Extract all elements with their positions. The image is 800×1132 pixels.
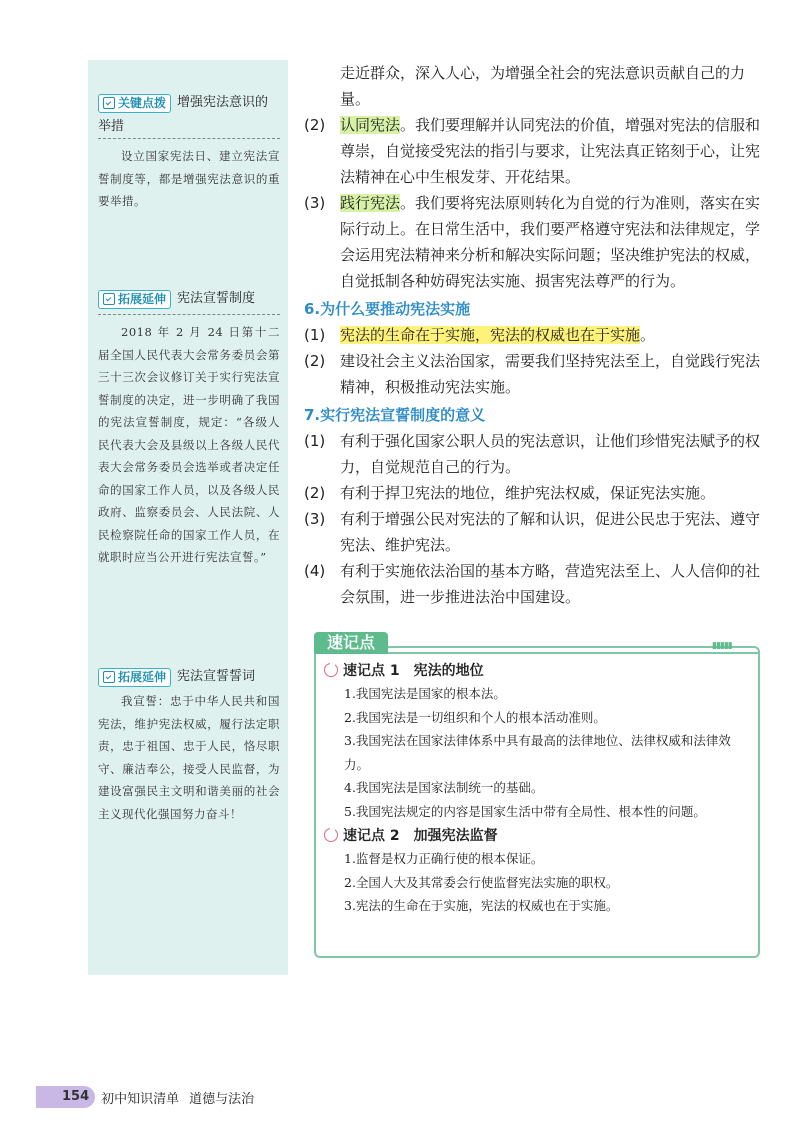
decorative-dots: ▮▮▮▮▮ (712, 641, 732, 651)
key-tip-tag: 关键点拨 (98, 94, 171, 113)
extension-tag: 拓展延伸 (98, 290, 171, 309)
key-tip-title-cont: 举措 (98, 119, 125, 134)
section-heading: 6.为什么要推动宪法实施 (304, 300, 471, 318)
extension-body: 我宣誓：忠于中华人民共和国宪法，维护宪法权威，履行法定职责，忠于祖国、忠于人民，恪尽职守、廉洁奉公，接受人民监督，为建设富强民主文明和谐美丽的社会主义现代化强国努力奋斗！ (98, 694, 280, 821)
quick-memory-rule (388, 652, 758, 654)
check-icon (103, 97, 115, 109)
quick-point-item: 3.宪法的生命在于实施，宪法的权威也在于实施。 (344, 898, 619, 913)
quick-point-item: 5.我国宪法规定的内容是国家生活中带有全局性、根本性的问题。 (344, 803, 706, 819)
intro-text: 走近群众，深入人心，为增强全社会的宪法意识贡献自己的力量。 (340, 64, 746, 108)
page-footer (36, 1086, 254, 1108)
quick-point-item: 2.我国宪法是一切组织和个人的根本活动准则。 (344, 709, 606, 725)
memo-icon (324, 663, 338, 677)
quick-memory-content (314, 658, 756, 918)
extension-tag: 拓展延伸 (98, 668, 171, 687)
page-number: 154 (36, 1086, 95, 1108)
extension-title: 宪法宣誓制度 (177, 291, 256, 306)
quick-point-item: 1.监督是权力正确行使的根本保证。 (344, 851, 544, 866)
list-item: (4) 有利于实施依法治国的基本方略，营造宪法至上、人人信仰的社会氛围，进一步推进法治中国建设。 (304, 562, 761, 606)
main-content (304, 60, 764, 610)
subject-title: 道德与法治 (189, 1091, 255, 1107)
quick-memory-tab: 速记点 (314, 632, 388, 654)
extension-box-oath-system (98, 288, 280, 569)
quick-point-heading: 速记点 2 加强宪法监督 (314, 823, 756, 847)
key-tip-title: 增强宪法意识的 (177, 95, 269, 110)
book-title: 初中知识清单 (101, 1091, 180, 1107)
extension-body: 2018 年 2 月 24 日第十二届全国人民代表大会常务委员会第三十三次会议修订关于实行宪法宣誓制度的决定，进一步明确了我国的宪法宣誓制度，规定：“各级人民代表大会及县级以上各级人民代表大会常务委员会选举或者决定任命的国家工作人员，以及各级人民政府、监察委员会、人民法院、人民检察院任命的国家工作人员，在就职时应当公开进行宪法宣誓。” (98, 325, 280, 564)
memo-icon (324, 828, 338, 842)
quick-point-item: 2.全国人大及其常委会行使监督宪法实施的职权。 (344, 874, 619, 890)
check-icon (103, 671, 115, 683)
highlighted-text: 宪法的生命在于实施，宪法的权威也在于实施 (340, 326, 641, 344)
list-item: (3) 践行宪法。我们要将宪法原则转化为自觉的行为准则，落实在实际行动上。在日常生活中，我们要严格遵守宪法和法律规定，学会运用宪法精神来分析和解决实际问题；坚决维护宪法的权威，自觉抵制各种妨碍宪法实施、损害宪法尊严的行为。 (304, 194, 761, 290)
divider (98, 314, 280, 315)
quick-point-item: 4.我国宪法是国家法制统一的基础。 (344, 780, 544, 795)
key-tip-box (98, 92, 280, 213)
extension-box-oath-text (98, 666, 280, 825)
extension-title: 宪法宣誓誓词 (177, 669, 256, 684)
section-heading: 7.实行宪法宣誓制度的意义 (304, 406, 486, 424)
key-tip-body: 设立国家宪法日、建立宪法宣誓制度等，都是增强宪法意识的重要举措。 (98, 149, 280, 208)
list-item: (1) 有利于强化国家公职人员的宪法意识，让他们珍惜宪法赋予的权力，自觉规范自己的行为。 (304, 432, 761, 476)
list-item: (2) 认同宪法。我们要理解并认同宪法的价值，增强对宪法的信服和尊崇，自觉接受宪法的指引与要求，让宪法真正铭刻于心，让宪法精神在心中生根发芽、开花结果。 (304, 116, 761, 186)
quick-point-item: 3.我国宪法在国家法律体系中具有最高的法律地位、法律权威和法律效力。 (344, 733, 731, 772)
quick-point-item: 1.我国宪法是国家的根本法。 (344, 686, 506, 701)
list-item: (3) 有利于增强公民对宪法的了解和认识，促进公民忠于宪法、遵守宪法、维护宪法。 (304, 510, 761, 554)
list-item: (2) 有利于捍卫宪法的地位，维护宪法权威，保证宪法实施。 (304, 484, 716, 502)
quick-point-heading: 速记点 1 宪法的地位 (314, 658, 756, 682)
divider (98, 138, 280, 139)
key-term: 认同宪法 (340, 116, 401, 134)
key-term: 践行宪法 (340, 194, 401, 212)
check-icon (103, 293, 115, 305)
list-item: (2) 建设社会主义法治国家，需要我们坚持宪法至上，自觉践行宪法精神，积极推动宪法实施。 (304, 352, 761, 396)
list-item: (1) 宪法的生命在于实施，宪法的权威也在于实施。 (304, 326, 656, 344)
